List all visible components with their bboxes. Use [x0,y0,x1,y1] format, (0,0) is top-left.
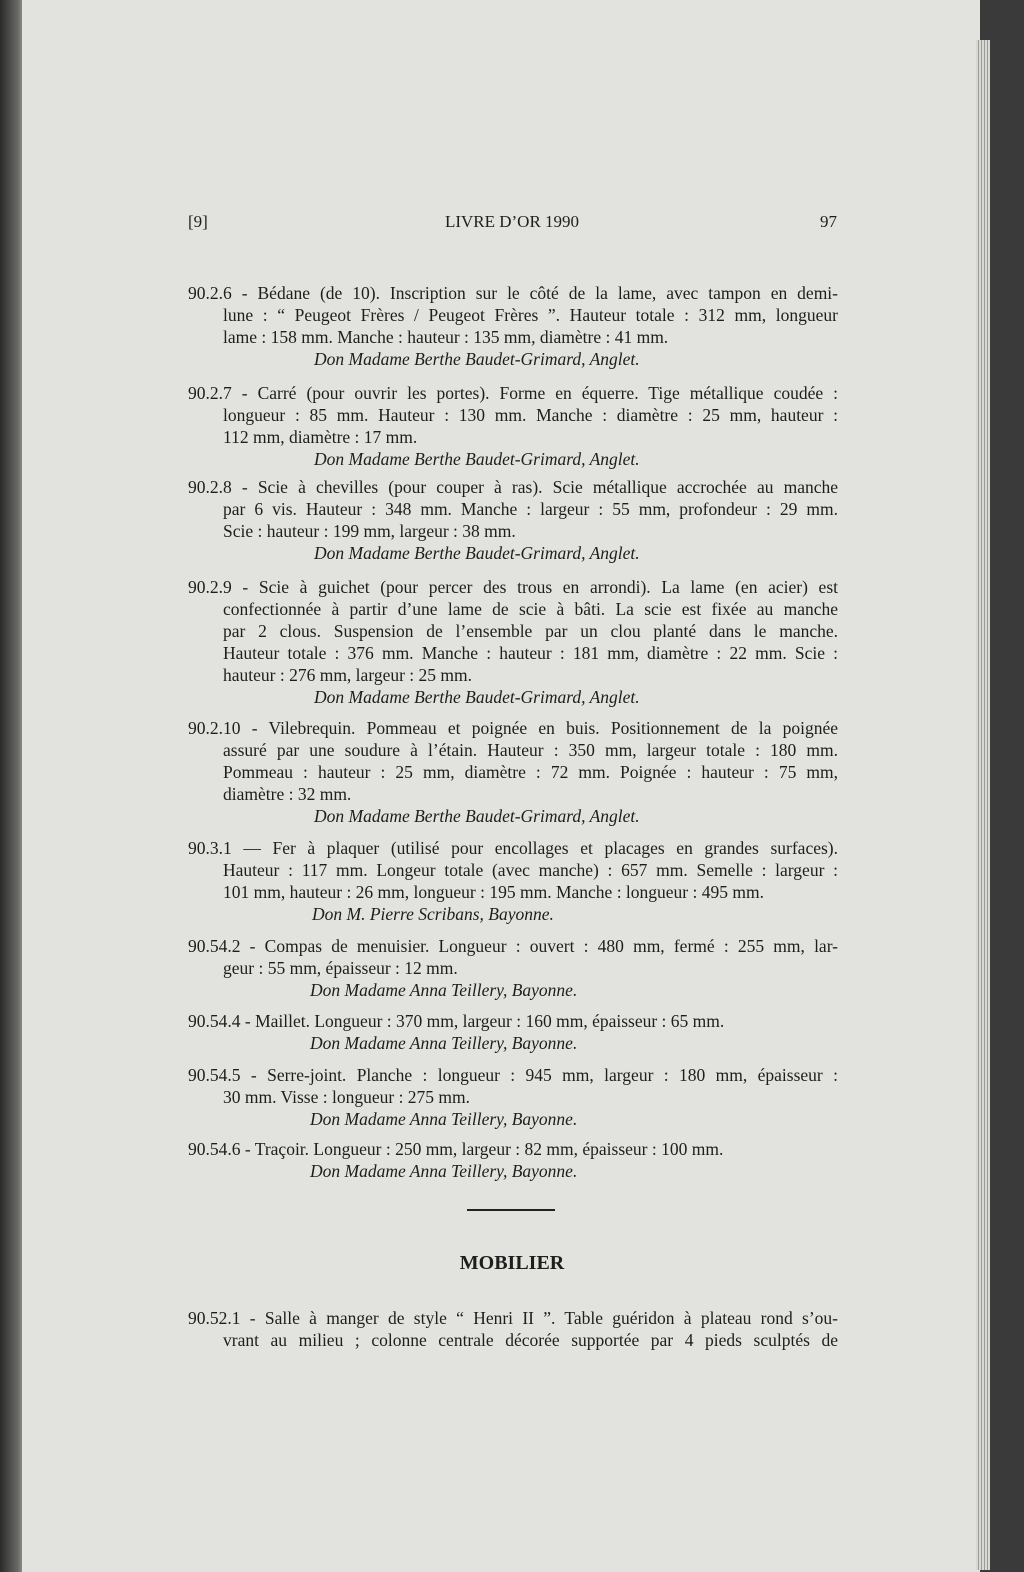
entry-line: 90.2.8 - Scie à chevilles (pour couper à ras). Scie métallique accrochée au manche [188,477,838,497]
entry-line: Pommeau : hauteur : 25 mm, diamètre : 72 mm. Poignée : hauteur : 75 mm, [223,762,838,782]
donor-credit: Don Madame Anna Teillery, Bayonne. [310,1161,578,1181]
entry-line: Hauteur : 117 mm. Longeur totale (avec manche) : 657 mm. Semelle : largeur : [223,860,838,880]
entry-line: lune : “ Peugeot Frères / Peugeot Frères ”. Hauteur totale : 312 mm, longueur [223,305,838,325]
catalog-entry [188,837,838,925]
section-number: [9] [188,212,208,231]
page-edges [976,40,990,1570]
entry-line: 30 mm. Visse : longueur : 275 mm. [223,1087,471,1107]
running-title: LIVRE D’OR 1990 [444,212,580,231]
section-title: MOBILIER [459,1252,565,1274]
donor-credit: Don Madame Berthe Baudet-Grimard, Anglet. [314,349,640,369]
catalog-entry [188,1010,838,1054]
donor-credit: Don Madame Anna Teillery, Bayonne. [310,980,578,1000]
donor-credit: Don Madame Berthe Baudet-Grimard, Anglet. [314,806,640,826]
entry-line: assuré par une soudure à l’étain. Hauteur : 350 mm, largeur totale : 180 mm. [223,740,838,760]
entry-line: 90.52.1 - Salle à manger de style “ Henri II ”. Table guéridon à plateau rond s’ou- [188,1308,838,1328]
entry-line: Hauteur totale : 376 mm. Manche : hauteur : 181 mm, diamètre : 22 mm. Scie : [223,643,838,663]
entry-line: confectionnée à partir d’une lame de scie à bâti. La scie est fixée au manche [223,599,838,619]
catalog-entry [188,282,838,370]
entry-line: 90.54.6 - Traçoir. Longueur : 250 mm, largeur : 82 mm, épaisseur : 100 mm. [188,1139,724,1159]
entry-line: 90.2.7 - Carré (pour ouvrir les portes). Forme en équerre. Tige métallique coudée : [188,383,838,403]
entry-line: lame : 158 mm. Manche : hauteur : 135 mm, diamètre : 41 mm. [223,327,669,347]
donor-credit: Don Madame Berthe Baudet-Grimard, Anglet. [314,449,640,469]
entry-line: diamètre : 32 mm. [223,784,352,804]
donor-credit: Don Madame Anna Teillery, Bayonne. [310,1109,578,1129]
section-divider [467,1209,555,1211]
entry-line: hauteur : 276 mm, largeur : 25 mm. [223,665,473,685]
catalog-entry [188,1064,838,1130]
donor-credit: Don M. Pierre Scribans, Bayonne. [312,904,554,924]
entry-line: 90.2.6 - Bédane (de 10). Inscription sur le côté de la lame, avec tampon en demi- [188,283,838,303]
entry-line: geur : 55 mm, épaisseur : 12 mm. [223,958,458,978]
entry-line: longueur : 85 mm. Hauteur : 130 mm. Manche : diamètre : 25 mm, hauteur : [223,405,838,425]
catalog-entry [188,476,838,564]
catalog-entry [188,1307,838,1351]
entry-line: 90.54.2 - Compas de menuisier. Longueur : ouvert : 480 mm, fermé : 255 mm, lar- [188,936,838,956]
catalog-entry [188,717,838,827]
donor-credit: Don Madame Berthe Baudet-Grimard, Anglet. [314,687,640,707]
donor-credit: Don Madame Anna Teillery, Bayonne. [310,1033,578,1053]
donor-credit: Don Madame Berthe Baudet-Grimard, Anglet. [314,543,640,563]
entry-line: 112 mm, diamètre : 17 mm. [223,427,418,447]
entry-line: 90.2.10 - Vilebrequin. Pommeau et poignée en buis. Positionnement de la poignée [188,718,838,738]
entry-line: 90.3.1 — Fer à plaquer (utilisé pour encollages et placages en grandes surfaces). [188,838,838,858]
catalog-entry [188,576,838,708]
catalog-entry [188,935,838,1001]
page-number: 97 [820,212,837,231]
entry-line: 101 mm, hauteur : 26 mm, longueur : 195 mm. Manche : longueur : 495 mm. [223,882,764,902]
entry-line: vrant au milieu ; colonne centrale décorée supportée par 4 pieds sculptés de [223,1330,838,1350]
catalog-entry [188,1138,838,1182]
entry-line: Scie : hauteur : 199 mm, largeur : 38 mm. [223,521,516,541]
catalog-entry [188,382,838,470]
entry-line: par 6 vis. Hauteur : 348 mm. Manche : largeur : 55 mm, profondeur : 29 mm. [223,499,838,519]
entry-line: 90.54.5 - Serre-joint. Planche : longueur : 945 mm, largeur : 180 mm, épaisseur : [188,1065,838,1085]
entry-line: par 2 clous. Suspension de l’ensemble par un clou planté dans le manche. [223,621,838,641]
entry-line: 90.2.9 - Scie à guichet (pour percer des trous en arrondi). La lame (en acier) est [188,577,838,597]
entry-line: 90.54.4 - Maillet. Longueur : 370 mm, largeur : 160 mm, épaisseur : 65 mm. [188,1011,725,1031]
